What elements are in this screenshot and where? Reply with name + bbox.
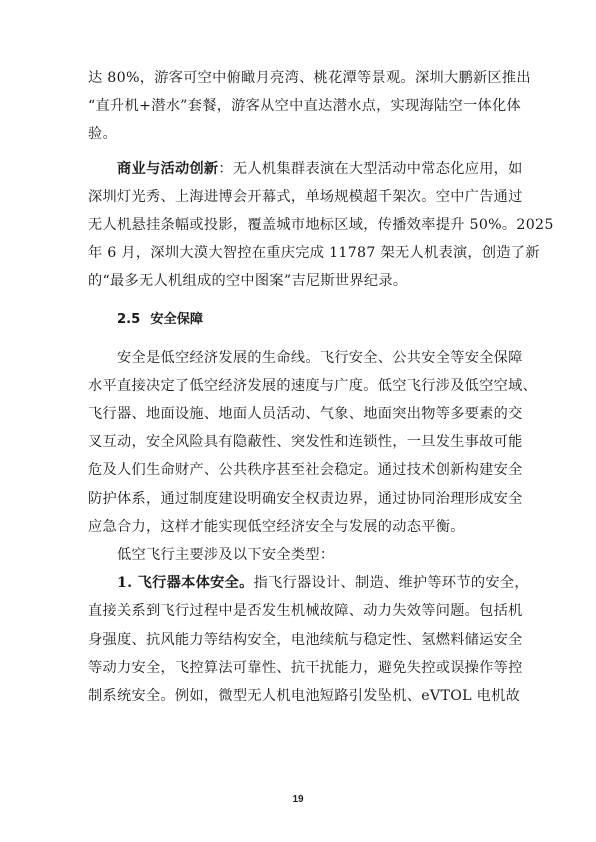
text-line: 安全是低空经济发展的生命线。飞行安全、公共安全等安全保障: [117, 349, 523, 366]
text-line: 应急合力，这样才能实现低空经济安全与发展的动态平衡。: [88, 518, 465, 535]
text-line: 飞行器、地面设施、地面人员活动、气象、地面突出物等多要素的交: [88, 406, 523, 423]
text-line: [88, 155, 523, 183]
text-line: 叉互动，安全风险具有隐蔽性、突发性和连锁性，一旦发生事故可能: [88, 434, 523, 451]
text-line: 达 80%，游客可空中俯瞰月亮湾、桃花潭等景观。深圳大鹏新区推出: [88, 70, 531, 86]
section-title: 安全保障: [150, 311, 204, 327]
text-line: 验。: [88, 126, 117, 143]
paragraph-lead: 商业与活动创新: [117, 160, 219, 177]
text-line: 无人机悬挂条幅或投影，覆盖城市地标区域，传播效率提升 50%。2025: [88, 216, 554, 233]
section-number: 2.5: [117, 311, 141, 327]
text-span: 指飞行器设计、制造、维护等环节的安全，: [253, 575, 529, 592]
page-number: 19: [292, 794, 304, 805]
paragraph-safety-types-intro: [88, 541, 512, 569]
text-line: 等动力安全，飞控算法可靠性、抗干扰能力，避免失控或误操作等控: [88, 659, 523, 676]
text-line: 防护体系，通过制度建设明确安全权责边界，通过协同治理形成安全: [88, 490, 523, 507]
paragraph-commercial: [88, 155, 554, 296]
paragraph-lead: 1. 飞行器本体安全。: [117, 575, 254, 592]
text-line: 直接关系到飞行过程中是否发生机械故障、动力失效等问题。包括机: [88, 603, 523, 620]
text-line: 低空飞行主要涉及以下安全类型：: [117, 547, 335, 563]
paragraph-aircraft-safety: [88, 569, 529, 710]
text-line: 危及人们生命财产、公共秩序甚至社会稳定。通过技术创新构建安全: [88, 462, 523, 479]
paragraph-safety: [88, 344, 538, 541]
text-line: 深圳灯光秀、上海进博会开幕式，单场规模超千架次。空中广告通过: [88, 188, 523, 205]
text-line: 制系统安全。例如，微型无人机电池短路引发坠机、eVTOL 电机故: [88, 687, 521, 704]
text-line: 的“最多无人机组成的空中图案”吉尼斯世界纪录。: [88, 273, 408, 290]
text-line: 水平直接决定了低空经济发展的速度与广度。低空飞行涉及低空空域、: [88, 377, 538, 394]
document-page: [88, 64, 554, 710]
text-line: 年 6 月，深圳大漠大智控在重庆完成 11787 架无人机表演，创造了新: [88, 245, 540, 262]
text-line: 身强度、抗风能力等结构安全，电池续航与稳定性、氢燃料储运安全: [88, 631, 523, 648]
paragraph-tourism: [88, 64, 531, 149]
text-span: ：无人机集群表演在大型活动中常态化应用，如: [218, 160, 523, 177]
section-heading: [88, 306, 512, 334]
text-line: [88, 569, 529, 597]
text-line: “直升机+潜水”套餐，游客从空中直达潜水点，实现海陆空一体化体: [88, 98, 521, 115]
